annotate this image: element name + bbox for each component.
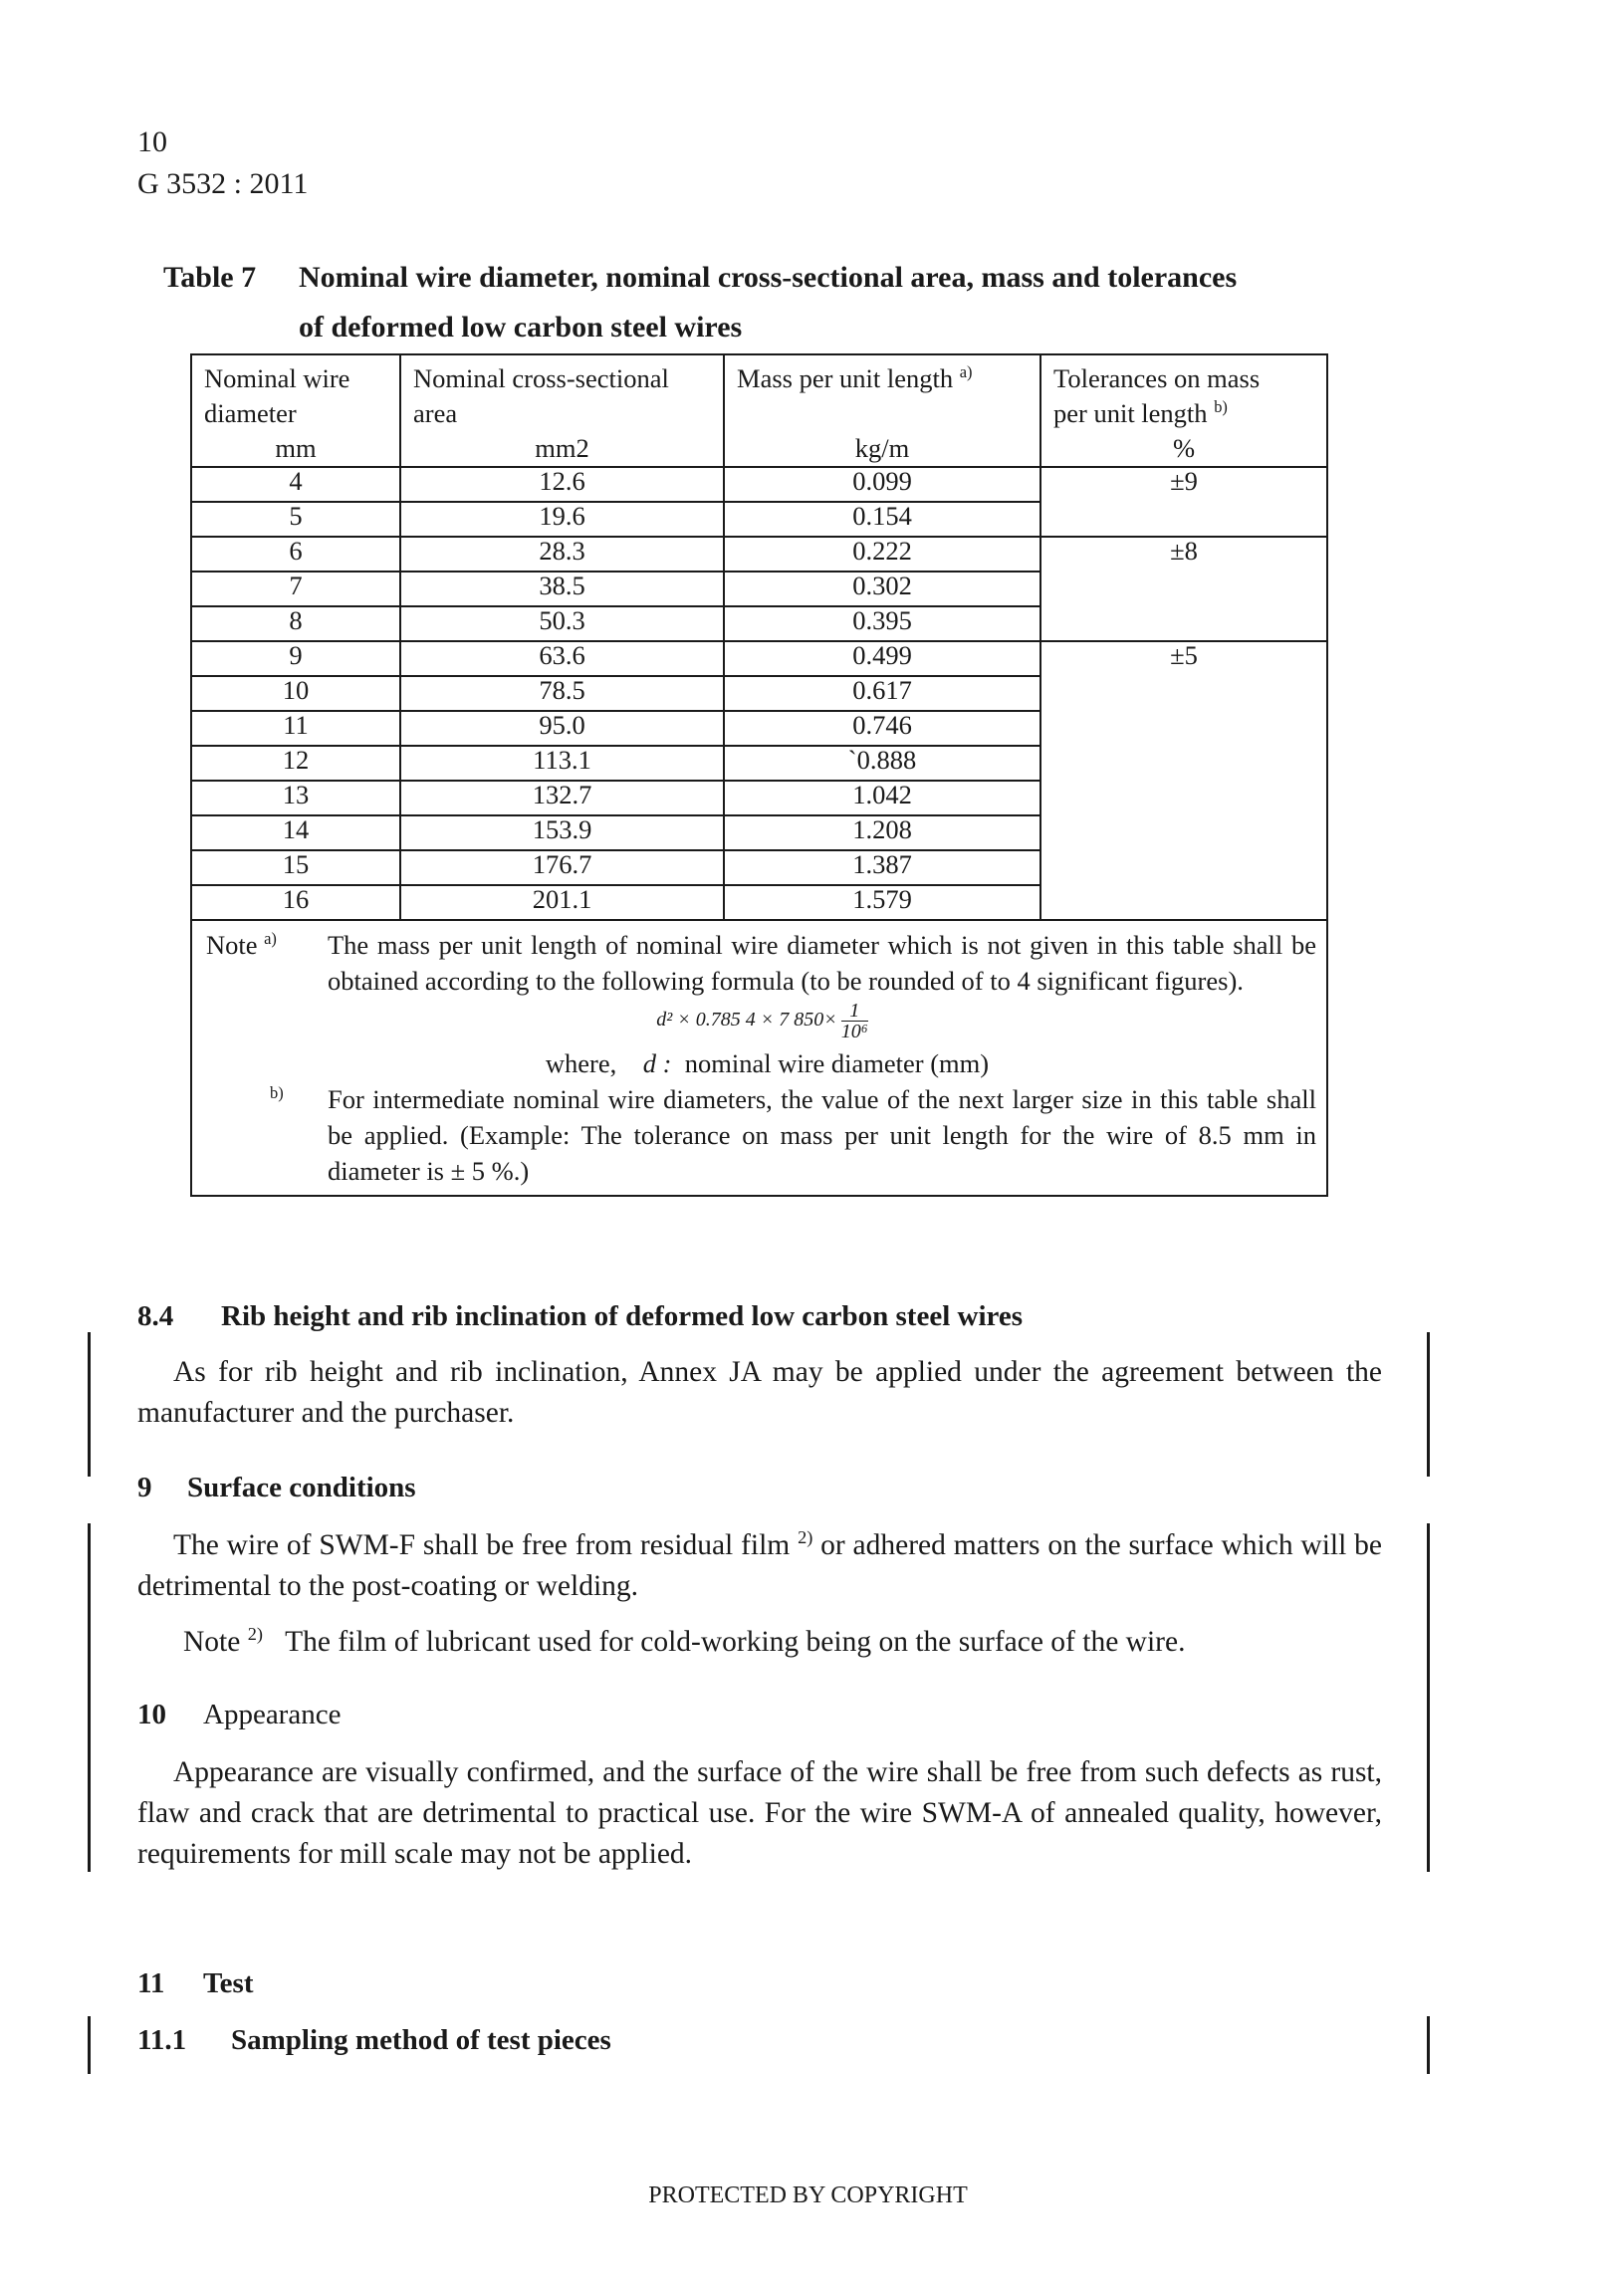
cell-area: 176.7 (400, 850, 724, 885)
cell-mass: 0.099 (724, 467, 1040, 502)
cell-diameter: 8 (191, 606, 400, 641)
cell-mass: 1.208 (724, 815, 1040, 850)
header-text: Tolerances on mass (1053, 363, 1261, 393)
section-11-1-number: 11.1 (137, 2024, 187, 2056)
cell-area: 38.5 (400, 572, 724, 606)
cell-area: 201.1 (400, 885, 724, 920)
table-row (191, 641, 1327, 676)
header-text: area (413, 398, 458, 428)
table-caption-label: Table 7 (163, 261, 257, 294)
cell-area: 50.3 (400, 606, 724, 641)
section-11-1-title: Sampling method of test pieces (231, 2024, 611, 2056)
cell-diameter: 7 (191, 572, 400, 606)
header-text: Mass per unit length (737, 363, 954, 393)
cell-diameter: 15 (191, 850, 400, 885)
section-9-note-text: The film of lubricant used for cold-working being on the surface of the wire. (285, 1626, 1186, 1658)
note-label: Note (206, 930, 258, 960)
header-tolerances (1040, 354, 1327, 467)
cell-mass: 0.746 (724, 711, 1040, 746)
cell-diameter: 6 (191, 537, 400, 572)
cell-diameter: 16 (191, 885, 400, 920)
cell-mass: 1.579 (724, 885, 1040, 920)
table-7 (190, 353, 1328, 1197)
cell-diameter: 10 (191, 676, 400, 711)
table-caption-line2: of deformed low carbon steel wires (299, 311, 743, 344)
header-nominal-diameter (191, 354, 400, 467)
section-9-note (183, 1622, 1388, 1663)
section-9-text (137, 1525, 1382, 1607)
header-text: Nominal cross-sectional (413, 363, 669, 393)
footnote-mark: 2) (798, 1527, 813, 1548)
section-8-4-title: Rib height and rib inclination of deformed low carbon steel wires (221, 1300, 1024, 1332)
right-change-bar (1427, 1332, 1430, 1477)
cell-mass: 0.499 (724, 641, 1040, 676)
cell-diameter: 9 (191, 641, 400, 676)
header-text: per unit length (1053, 398, 1208, 428)
cell-diameter: 11 (191, 711, 400, 746)
section-10-number: 10 (137, 1699, 166, 1730)
table-row (191, 467, 1327, 502)
header-unit: % (1172, 433, 1196, 463)
copyright-footer: PROTECTED BY COPYRIGHT (648, 2182, 968, 2208)
cell-mass: 0.154 (724, 502, 1040, 537)
section-11-title: Test (203, 1967, 254, 1999)
formula-numerator: 1 (841, 1001, 868, 1022)
header-text: diameter (204, 398, 297, 428)
cell-area: 12.6 (400, 467, 724, 502)
note-b-label (206, 1081, 328, 1189)
cell-mass: 0.395 (724, 606, 1040, 641)
where-definition: nominal wire diameter (mm) (684, 1048, 990, 1078)
table-caption-line1: Nominal wire diameter, nominal cross-sectional area, mass and tolerances (299, 261, 1238, 294)
footnote-mark: a) (959, 362, 973, 382)
header-text: Nominal wire (204, 363, 350, 393)
header-cross-sectional-area (400, 354, 724, 467)
cell-area: 113.1 (400, 746, 724, 781)
footnote-mark: 2) (247, 1624, 263, 1645)
section-8-4-number: 8.4 (137, 1300, 174, 1332)
header-unit: mm (275, 433, 317, 463)
cell-tolerance: ±5 (1040, 641, 1327, 920)
cell-area: 95.0 (400, 711, 724, 746)
section-9-number: 9 (137, 1472, 152, 1503)
cell-mass: 0.617 (724, 676, 1040, 711)
section-9-text-b: or adhered matters on the surface which will be detrimental to the post-coating or welding. (137, 1529, 1382, 1602)
formula-where (218, 1045, 1316, 1081)
cell-area: 28.3 (400, 537, 724, 572)
left-change-bar (88, 1332, 91, 1477)
cell-diameter: 14 (191, 815, 400, 850)
footnote-mark: b) (1214, 397, 1228, 417)
cell-area: 63.6 (400, 641, 724, 676)
note-a-text (328, 927, 1316, 1081)
cell-mass: 0.302 (724, 572, 1040, 606)
cell-tolerance: ±8 (1040, 537, 1327, 641)
cell-area: 132.7 (400, 781, 724, 815)
cell-mass: `0.888 (724, 746, 1040, 781)
section-10-text: Appearance are visually confirmed, and the surface of the wire shall be free from such defects as rust, flaw and crack that are detrimental to practical use. For the wire SWM-A of annealed quality, however, requirements for mill scale may not be applied. (137, 1756, 1382, 1870)
cell-area: 78.5 (400, 676, 724, 711)
header-unit: kg/m (854, 433, 910, 463)
cell-area: 19.6 (400, 502, 724, 537)
formula-main: d² × 0.785 4 × 7 850× (656, 1009, 837, 1032)
standard-designation: G 3532 : 2011 (137, 167, 309, 200)
cell-diameter: 12 (191, 746, 400, 781)
section-9-title: Surface conditions (187, 1472, 416, 1503)
table-row (191, 537, 1327, 572)
footnote-mark: b) (270, 1083, 284, 1103)
cell-diameter: 5 (191, 502, 400, 537)
page-number: 10 (137, 125, 167, 158)
right-change-bar (1427, 1523, 1430, 1872)
cell-area: 153.9 (400, 815, 724, 850)
header-mass-per-length (724, 354, 1040, 467)
section-9-text-a: The wire of SWM-F shall be free from residual film (173, 1529, 799, 1561)
where-variable: d : (642, 1048, 672, 1078)
table-header-row (191, 354, 1327, 467)
note-b-text: For intermediate nominal wire diameters, the value of the next larger size in this table shall be applied. (Example: The tolerance on mass per unit length for the wire of 8.5 mm in diameter is ± 5 %.) (328, 1084, 1316, 1186)
note-a-body: The mass per unit length of nominal wire diameter which is not given in this table shall be obtained according to the following formula (to be rounded of to 4 significant figures). (328, 930, 1316, 996)
cell-mass: 0.222 (724, 537, 1040, 572)
section-11-number: 11 (137, 1967, 165, 1999)
cell-mass: 1.387 (724, 850, 1040, 885)
cell-diameter: 13 (191, 781, 400, 815)
formula-denominator: 10⁶ (840, 1021, 868, 1042)
header-unit: mm2 (535, 433, 589, 463)
table-notes-row (191, 920, 1327, 1196)
section-10-title: Appearance (203, 1699, 342, 1730)
footnote-mark: a) (264, 929, 277, 949)
left-change-bar (88, 1523, 91, 1872)
where-label: where, (545, 1048, 617, 1078)
section-8-4-text: As for rib height and rib inclination, Annex JA may be applied under the agreement between the manufacturer and the purchaser. (137, 1356, 1382, 1429)
right-change-bar (1427, 2016, 1430, 2074)
table-notes (191, 920, 1327, 1196)
cell-diameter: 4 (191, 467, 400, 502)
left-change-bar (88, 2016, 91, 2074)
cell-tolerance: ±9 (1040, 467, 1327, 537)
cell-mass: 1.042 (724, 781, 1040, 815)
mass-formula (208, 1001, 1316, 1041)
note-label: Note (183, 1626, 241, 1658)
formula-fraction (841, 1001, 868, 1041)
